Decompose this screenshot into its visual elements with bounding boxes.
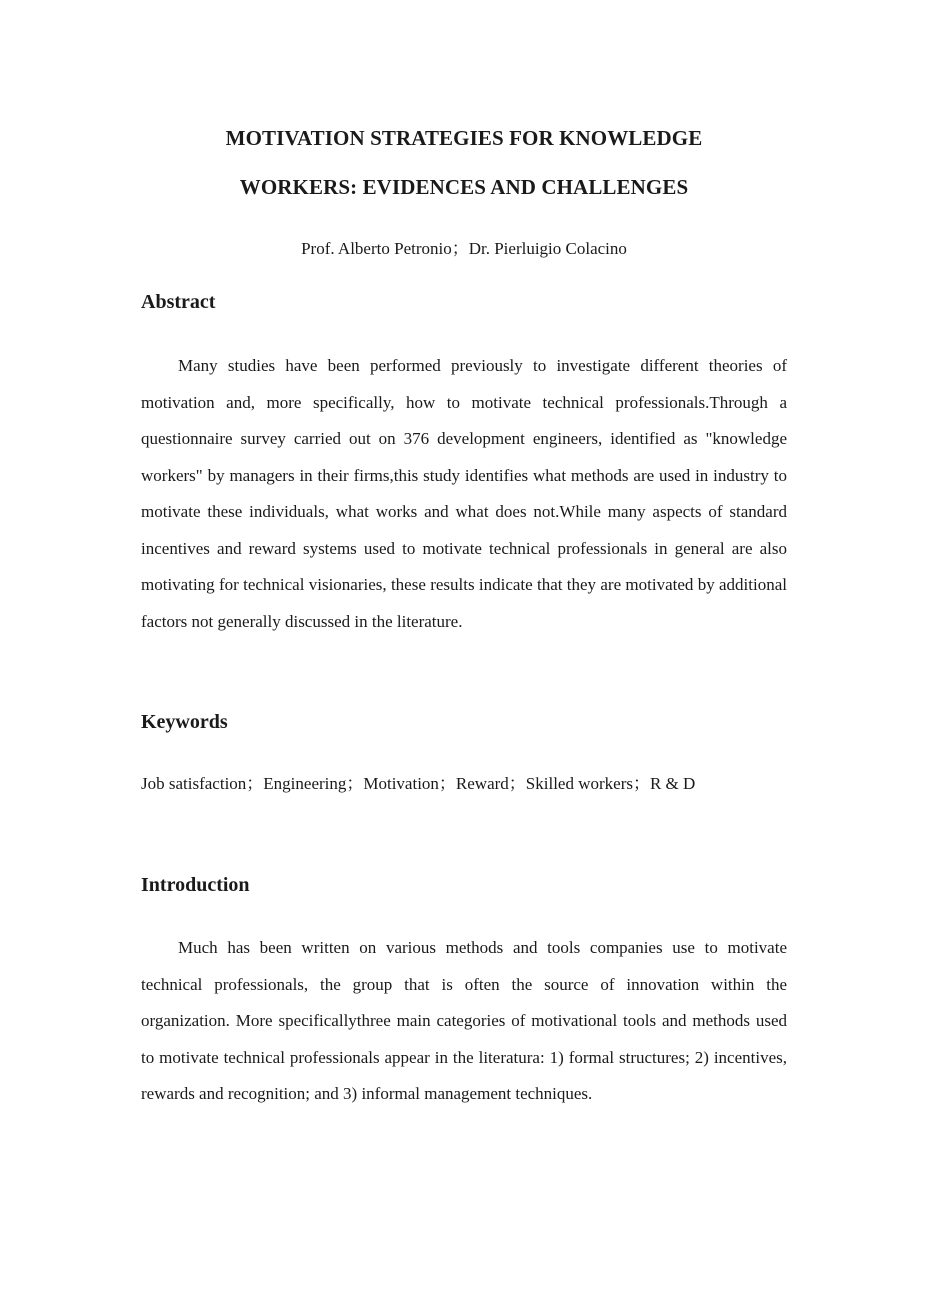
paper-title-line-2: WORKERS: EVIDENCES AND CHALLENGES [239, 175, 689, 199]
abstract-text: Many studies have been performed previously to investigate different theories of motivation and, more specifically, how to motivate technical professionals.Through a questionnaire survey carried out on 376 development engineers, identified as "knowledge workers" by managers in their firms,this study identifies what methods are used in industry to motivate these individuals, what works and what does not.While many aspects of standard incentives and reward systems used to motivate technical professionals in general are also motivating for technical visionaries, these results indicate that they are motivated by additional factors not generally discussed in the literature. [141, 356, 787, 631]
abstract-heading: Abstract [141, 291, 216, 313]
keywords-heading: Keywords [141, 711, 228, 733]
introduction-heading: Introduction [141, 874, 250, 896]
keywords-text: Job satisfaction；Engineering；Motivation；Reward；Skilled workers；R & D [141, 774, 696, 793]
introduction-text: Much has been written on various methods and tools companies use to motivate technical professionals, the group that is often the source of innovation within the organization. More specificallythree main categories of motivational tools and methods used to motivate technical professionals appear in the literatura: 1) formal structures; 2) incentives, rewards and recognition; and 3) informal management techniques. [141, 938, 787, 1103]
authors: Prof. Alberto Petronio；Dr. Pierluigio Colacino [301, 239, 627, 258]
paper-title-line-1: MOTIVATION STRATEGIES FOR KNOWLEDGE [225, 126, 703, 150]
